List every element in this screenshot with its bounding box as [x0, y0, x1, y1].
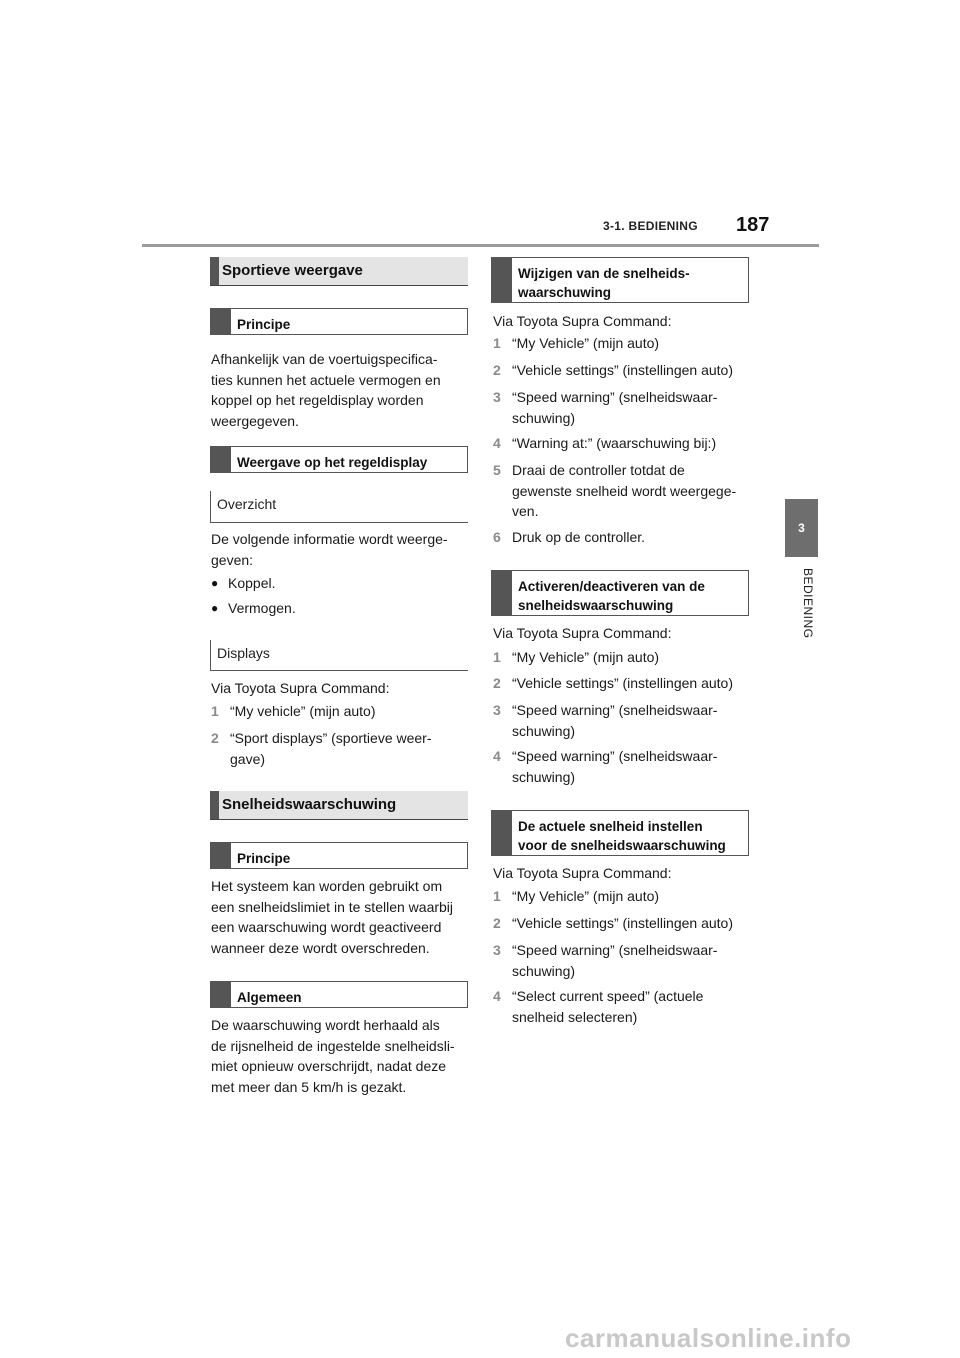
- step-item: [211, 728, 469, 769]
- step-number: 2: [211, 730, 219, 746]
- subheading-bar: [211, 309, 231, 334]
- header-rule: [142, 244, 819, 247]
- step-text: “Speed warning” (snelheidswaar- schuwing): [512, 942, 718, 979]
- subsubheading-text: Overzicht: [217, 496, 277, 512]
- step-text: Draai de controller totdat de gewenste snelheid wordt weergege- ven.: [512, 462, 737, 519]
- list-item-text: Koppel.: [228, 575, 276, 591]
- bullet-icon: ●: [211, 576, 219, 590]
- step-item: [493, 986, 753, 1027]
- subheading-weergave: [210, 446, 468, 473]
- step-item: [493, 360, 753, 381]
- step-number: 2: [493, 915, 501, 931]
- step-number: 6: [493, 529, 501, 545]
- step-number: 3: [493, 942, 501, 958]
- subheading-bar: [492, 811, 512, 855]
- subheading-principe: [210, 842, 468, 869]
- step-item: [493, 746, 753, 787]
- step-item: [493, 700, 753, 741]
- step-item: [493, 886, 753, 907]
- subsubheading-displays: [210, 640, 468, 671]
- step-text: “My vehicle” (mijn auto): [230, 703, 376, 719]
- step-number: 2: [493, 675, 501, 691]
- subheading-principe: [210, 308, 468, 335]
- step-item: [493, 913, 753, 934]
- paragraph-afhankelijk: Afhankelijk van de voertuigspecifica- ties kunnen het actuele vermogen en koppel op het regeldisplay worden weergegeven.: [211, 351, 441, 429]
- step-text: “My Vehicle” (mijn auto): [512, 649, 660, 665]
- subheading-wijzigen: [491, 257, 749, 303]
- step-number: 3: [493, 389, 501, 405]
- heading-text: Snelheidswaarschuwing: [222, 796, 397, 813]
- list-item: [211, 598, 469, 619]
- paragraph-waarschuwing: De waarschuwing wordt herhaald als de rijsnelheid de ingestelde snelheidsli- miet opnieuw overschrijdt, nadat deze met meer dan 5 km/h is gezakt.: [211, 1017, 455, 1095]
- subheading-bar: [211, 447, 231, 472]
- heading-bar: [210, 791, 219, 819]
- step-number: 5: [493, 462, 501, 478]
- subheading-text: Wijzigen van de snelheids- waarschuwing: [518, 266, 690, 300]
- subsubheading-text: Displays: [217, 645, 270, 661]
- chapter-label: BEDIENING: [801, 568, 815, 639]
- step-text: “Speed warning” (snelheidswaar- schuwing): [512, 748, 718, 785]
- step-number: 1: [211, 703, 219, 719]
- subheading-bar: [211, 982, 231, 1007]
- step-item: [211, 701, 469, 722]
- heading-snelheidswaarschuwing: [210, 791, 468, 820]
- paragraph-via: Via Toyota Supra Command:: [493, 865, 672, 881]
- step-text: “Vehicle settings” (instellingen auto): [512, 362, 734, 378]
- watermark: carmanualsonline.info: [565, 1323, 852, 1353]
- subheading-text: Algemeen: [237, 990, 302, 1005]
- paragraph-volgende: De volgende informatie wordt weerge- geven:: [211, 531, 448, 568]
- step-item: [493, 333, 753, 354]
- bullet-icon: ●: [211, 601, 219, 615]
- section-title: 3-1. BEDIENING: [603, 219, 698, 233]
- heading-bar: [210, 257, 219, 285]
- step-number: 2: [493, 362, 501, 378]
- step-text: “Speed warning” (snelheidswaar- schuwing): [512, 389, 718, 426]
- subheading-activeren: [491, 570, 749, 616]
- step-number: 4: [493, 435, 501, 451]
- subheading-text: Weergave op het regeldisplay: [237, 455, 428, 470]
- step-number: 1: [493, 649, 501, 665]
- heading-sportieve-weergave: [210, 257, 468, 286]
- chapter-tab: 3: [785, 499, 818, 557]
- paragraph-systeem: Het systeem kan worden gebruikt om een snelheidslimiet in te stellen waarbij een waarschuwing wordt geactiveerd wanneer deze wordt overschreden.: [211, 878, 454, 956]
- step-item: [493, 673, 753, 694]
- step-item: [493, 647, 753, 668]
- step-text: “My Vehicle” (mijn auto): [512, 888, 660, 904]
- list-item-text: Vermogen.: [228, 600, 296, 616]
- step-item: [493, 940, 753, 981]
- step-item: [493, 527, 753, 548]
- subsubheading-overzicht: [210, 491, 468, 523]
- subheading-text: Principe: [237, 317, 291, 332]
- page-number: 187: [736, 214, 770, 236]
- step-text: Druk op de controller.: [512, 529, 646, 545]
- step-text: “Speed warning” (snelheidswaar- schuwing): [512, 702, 718, 739]
- step-text: “My Vehicle” (mijn auto): [512, 335, 660, 351]
- subheading-bar: [492, 258, 512, 302]
- subheading-text: Principe: [237, 851, 291, 866]
- step-item: [493, 387, 753, 428]
- step-text: “Vehicle settings” (instellingen auto): [512, 915, 734, 931]
- subheading-actuele: [491, 810, 749, 856]
- list-item: [211, 573, 469, 594]
- paragraph-via: Via Toyota Supra Command:: [493, 625, 672, 641]
- heading-text: Sportieve weergave: [222, 262, 363, 279]
- step-number: 4: [493, 748, 501, 764]
- step-item: [493, 460, 753, 522]
- paragraph-via: Via Toyota Supra Command:: [493, 313, 672, 329]
- step-number: 4: [493, 988, 501, 1004]
- subheading-bar: [492, 571, 512, 615]
- subheading-bar: [211, 843, 231, 868]
- step-text: “Sport displays” (sportieve weer- gave): [230, 730, 432, 767]
- step-text: “Select current speed” (actuele snelheid selecteren): [512, 988, 704, 1025]
- step-number: 1: [493, 888, 501, 904]
- step-number: 3: [493, 702, 501, 718]
- paragraph-via: Via Toyota Supra Command:: [211, 680, 390, 696]
- step-number: 1: [493, 335, 501, 351]
- subheading-algemeen: [210, 981, 468, 1008]
- step-text: “Warning at:” (waarschuwing bij:): [512, 435, 717, 451]
- subheading-text: De actuele snelheid instellen voor de snelheidswaarschuwing: [518, 819, 726, 853]
- step-item: [493, 433, 753, 454]
- subheading-text: Activeren/deactiveren van de snelheidswaarschuwing: [518, 579, 705, 613]
- step-text: “Vehicle settings” (instellingen auto): [512, 675, 734, 691]
